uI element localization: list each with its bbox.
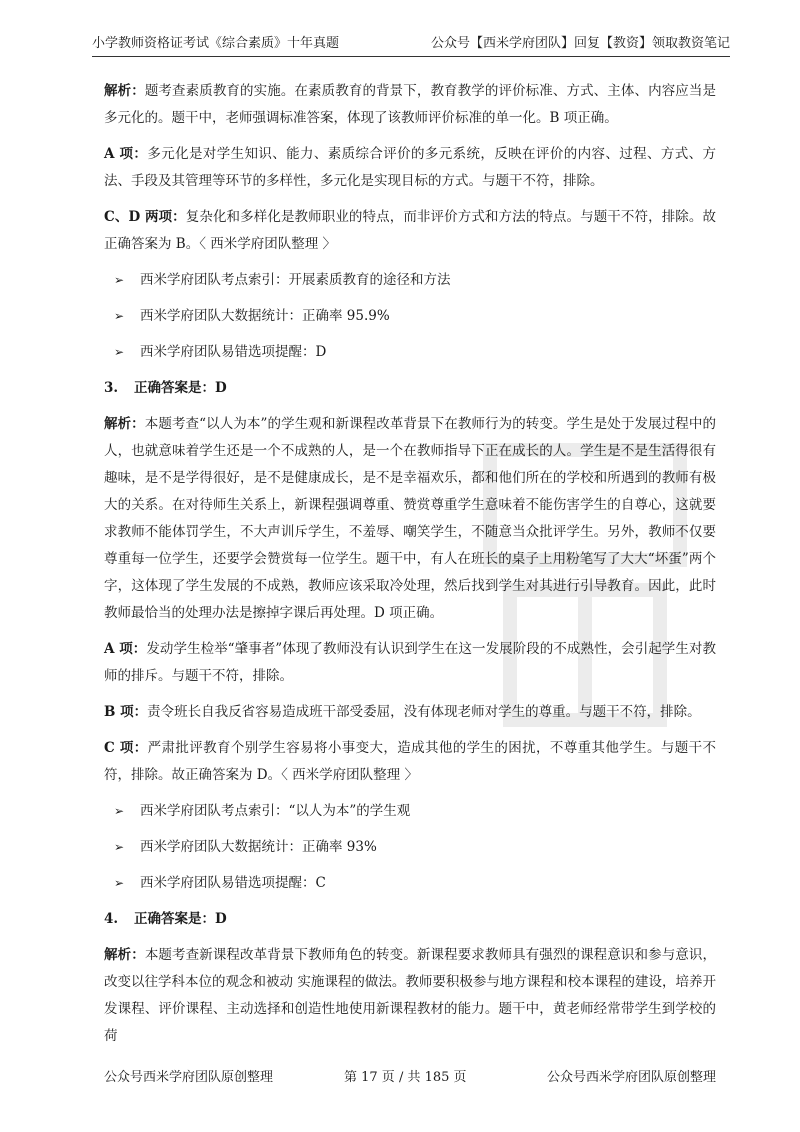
header-promo: 公众号【西米学府团队】回复【教资】领取教资笔记 <box>430 36 730 51</box>
bullet-text: 西米学府团队考点索引：“以人为本”的学生观 <box>140 803 411 819</box>
analysis-text: 题考查素质教育的实施。在素质教育的背景下，教育教学的评价标准、方式、主体、内容应当是多元化的。题干中，老师强调标准答案，体现了该教师评价标准的单一化。B 项正确。 <box>104 83 717 126</box>
bullet-text: 西米学府团队考点索引：开展素质教育的途径和方法 <box>140 272 451 288</box>
footer-left: 公众号西米学府团队原创整理 <box>104 1070 274 1085</box>
option-a-text: 发动学生检举“肇事者”体现了教师没有认识到学生在这一发展阶段的不成熟性，会引起学生对教师的排斥。与题干不符，排除。 <box>104 641 716 684</box>
question-number: 3. <box>104 380 119 396</box>
correct-answer: 正确答案是：D <box>134 380 227 396</box>
arrowhead-icon: ➢ <box>114 345 125 359</box>
arrowhead-icon: ➢ <box>114 840 125 854</box>
option-c-text: 严肃批评教育个别学生容易将小事变大，造成其他的学生的困扰，不尊重其他学生。与题干不符，排除。故正确答案为 D。〈 西米学府团队整理 〉 <box>104 740 717 783</box>
option-b-text: 责令班长自我反省容易造成班干部受委屈，没有体现老师对学生的尊重。与题干不符，排除。 <box>147 704 701 720</box>
paragraph-analysis-4 <box>104 942 716 1050</box>
bullet-item <box>114 339 716 366</box>
bullet-item <box>114 303 716 330</box>
bullet-item <box>114 798 716 825</box>
bullet-text: 西米学府团队易错选项提醒：D <box>140 344 327 360</box>
paragraph-option-c <box>104 735 716 789</box>
bullet-item <box>114 267 716 294</box>
label-option-cd: C、D 两项： <box>104 209 186 225</box>
bullet-item <box>114 834 716 861</box>
label-analysis: 解析： <box>104 947 145 963</box>
bullet-text: 西米学府团队大数据统计：正确率 95.9% <box>140 308 390 324</box>
page-footer <box>104 1068 716 1088</box>
page-header <box>92 34 730 57</box>
correct-answer: 正确答案是：D <box>134 911 227 927</box>
paragraph-option-cd <box>104 204 716 258</box>
arrowhead-icon: ➢ <box>114 309 125 323</box>
arrowhead-icon: ➢ <box>114 804 125 818</box>
paragraph-analysis-3 <box>104 411 716 627</box>
analysis-text: 本题考查新课程改革背景下教师角色的转变。新课程要求教师具有强烈的课程意识和参与意识，改变以往学科本位的观念和被动 实施课程的做法。教师要积极参与地方课程和校本课程的建设，培养开发课程、评价课程、主动选择和创造性地使用新课程教材的能力。题干中，黄老师经常带学生到学校的荷 <box>104 947 717 1044</box>
paragraph-analysis-2 <box>104 78 716 132</box>
paragraph-option-a <box>104 636 716 690</box>
option-cd-text: 复杂化和多样化是教师职业的特点，而非评价方式和方法的特点。与题干不符，排除。故正确答案为 B。〈 西米学府团队整理 〉 <box>104 209 717 252</box>
page-content <box>104 78 716 1059</box>
header-title: 小学教师资格证考试《综合素质》十年真题 <box>92 36 340 51</box>
label-analysis: 解析： <box>104 416 145 432</box>
label-analysis: 解析： <box>104 83 145 99</box>
label-option-a: A 项： <box>104 641 147 657</box>
paragraph-option-a <box>104 141 716 195</box>
analysis-text: 本题考查“以人为本”的学生观和新课程改革背景下在教师行为的转变。学生是处于发展过程中的人，也就意味着学生还是一个不成熟的人，是一个在教师指导下正在成长的人。学生是不是生活得很有趣味，是不是学得很好，是不是健康成长，是不是幸福欢乐，都和他们所在的学校和所遇到的教师有极大的关系。在对待师生关系上，新课程强调尊重、赞赏尊重学生意味着不能伤害学生的自尊心，这就要求教师不能体罚学生，不大声训斥学生，不羞辱、嘲笑学生，不随意当众批评学生。另外，教师不仅要尊重每一位学生，还要学会赞赏每一位学生。题干中，有人在班长的桌子上用粉笔写了大大“坏蛋”两个字，这体现了学生发展的不成熟，教师应该采取冷处理，然后找到学生对其进行引导教育。因此，此时教师最恰当的处理办法是擦掉字课后再处理。D 项正确。 <box>104 416 716 621</box>
option-a-text: 多元化是对学生知识、能力、素质综合评价的多元系统，反映在评价的内容、过程、方式、方法、手段及其管理等环节的多样性，多元化是实现目标的方式。与题干不符，排除。 <box>104 146 716 189</box>
label-option-a: A 项： <box>104 146 148 162</box>
label-option-c: C 项： <box>104 740 148 756</box>
footer-right: 公众号西米学府团队原创整理 <box>546 1070 716 1085</box>
question-4-answer <box>104 906 716 933</box>
question-3-answer <box>104 375 716 402</box>
question-number: 4. <box>104 911 119 927</box>
bullet-text: 西米学府团队大数据统计：正确率 93% <box>140 839 377 855</box>
label-option-b: B 项： <box>104 704 148 720</box>
arrowhead-icon: ➢ <box>114 876 125 890</box>
bullet-text: 西米学府团队易错选项提醒：C <box>140 875 326 891</box>
page-number: 第 17 页 / 共 185 页 <box>344 1070 467 1085</box>
paragraph-option-b <box>104 699 716 726</box>
arrowhead-icon: ➢ <box>114 273 125 287</box>
bullet-item <box>114 870 716 897</box>
